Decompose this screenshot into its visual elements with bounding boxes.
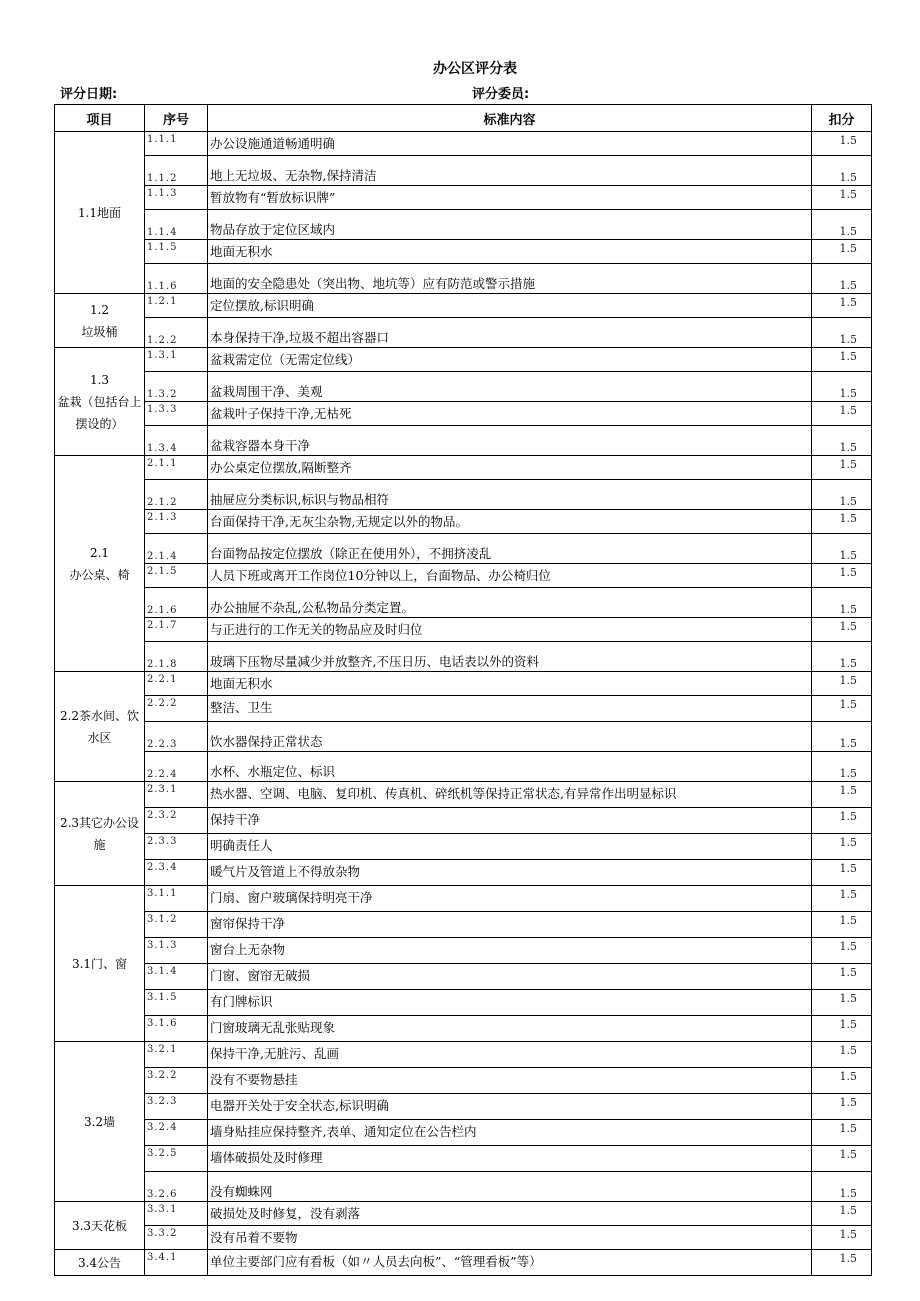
table-row bbox=[55, 348, 872, 372]
seq-cell: 1.2.2 bbox=[145, 318, 208, 348]
score-cell: 1.5 bbox=[812, 186, 872, 210]
table-row bbox=[55, 860, 872, 886]
score-cell: 1.5 bbox=[812, 938, 872, 964]
seq-cell: 3.3.1 bbox=[145, 1202, 208, 1226]
table-row bbox=[55, 752, 872, 782]
table-row bbox=[55, 132, 872, 156]
table-row bbox=[55, 264, 872, 294]
content-cell: 热水器、空调、电脑、复印机、传真机、碎纸机等保持正常状态,有异常作出明显标识 bbox=[208, 782, 812, 808]
content-cell: 单位主要部门应有看板（如〃人员去向板”、“管理看板”等） bbox=[208, 1250, 812, 1276]
score-cell: 1.5 bbox=[812, 672, 872, 696]
content-cell: 与正进行的工作无关的物品应及时归位 bbox=[208, 618, 812, 642]
score-table bbox=[54, 104, 872, 1276]
score-cell: 1.5 bbox=[812, 294, 872, 318]
content-cell: 地上无垃圾、无杂物,保持清洁 bbox=[208, 156, 812, 186]
table-row bbox=[55, 1250, 872, 1276]
score-cell: 1.5 bbox=[812, 1250, 872, 1276]
content-cell: 窗台上无杂物 bbox=[208, 938, 812, 964]
content-cell: 地面无积水 bbox=[208, 672, 812, 696]
score-cell: 1.5 bbox=[812, 834, 872, 860]
seq-cell: 2.1.5 bbox=[145, 564, 208, 588]
table-row bbox=[55, 156, 872, 186]
table-row bbox=[55, 480, 872, 510]
score-cell: 1.5 bbox=[812, 1016, 872, 1042]
seq-cell: 2.1.1 bbox=[145, 456, 208, 480]
content-cell: 玻璃下压物尽量减少并放整齐,不压日历、电话表以外的资料 bbox=[208, 642, 812, 672]
score-cell: 1.5 bbox=[812, 132, 872, 156]
table-row bbox=[55, 912, 872, 938]
content-cell: 盆栽需定位（无需定位线） bbox=[208, 348, 812, 372]
seq-cell: 3.1.1 bbox=[145, 886, 208, 912]
seq-cell: 1.3.2 bbox=[145, 372, 208, 402]
content-cell: 电器开关处于安全状态,标识明确 bbox=[208, 1094, 812, 1120]
score-cell: 1.5 bbox=[812, 912, 872, 938]
category-cell: 3.1门、窗 bbox=[55, 886, 145, 1042]
seq-cell: 2.3.2 bbox=[145, 808, 208, 834]
content-cell: 门扇、窗户玻璃保持明亮干净 bbox=[208, 886, 812, 912]
table-row bbox=[55, 990, 872, 1016]
content-cell: 盆栽周围干净、美观 bbox=[208, 372, 812, 402]
score-cell: 1.5 bbox=[812, 510, 872, 534]
table-row bbox=[55, 696, 872, 722]
seq-cell: 3.1.3 bbox=[145, 938, 208, 964]
score-cell: 1.5 bbox=[812, 1042, 872, 1068]
table-row bbox=[55, 1172, 872, 1202]
table-row bbox=[55, 1146, 872, 1172]
score-cell: 1.5 bbox=[812, 1202, 872, 1226]
score-cell: 1.5 bbox=[812, 480, 872, 510]
content-cell: 抽屉应分类标识,标识与物品相符 bbox=[208, 480, 812, 510]
category-cell: 2.1 办公桌、椅 bbox=[55, 456, 145, 672]
table-row bbox=[55, 510, 872, 534]
seq-cell: 1.1.1 bbox=[145, 132, 208, 156]
content-cell: 门窗玻璃无乱张贴现象 bbox=[208, 1016, 812, 1042]
score-cell: 1.5 bbox=[812, 1094, 872, 1120]
seq-cell: 3.4.1 bbox=[145, 1250, 208, 1276]
seq-cell: 1.3.3 bbox=[145, 402, 208, 426]
score-cell: 1.5 bbox=[812, 264, 872, 294]
rating-members-label: 评分委员: bbox=[472, 87, 530, 102]
seq-cell: 2.1.8 bbox=[145, 642, 208, 672]
score-cell: 1.5 bbox=[812, 426, 872, 456]
seq-cell: 2.2.3 bbox=[145, 722, 208, 752]
category-cell: 3.4公告 bbox=[55, 1250, 145, 1276]
header-item: 项目 bbox=[55, 105, 145, 132]
category-cell: 2.2茶水间、饮水区 bbox=[55, 672, 145, 782]
table-row bbox=[55, 1042, 872, 1068]
seq-cell: 1.1.6 bbox=[145, 264, 208, 294]
category-cell: 2.3其它办公设施 bbox=[55, 782, 145, 886]
content-cell: 没有吊着不要物 bbox=[208, 1226, 812, 1250]
score-cell: 1.5 bbox=[812, 348, 872, 372]
score-cell: 1.5 bbox=[812, 964, 872, 990]
seq-cell: 1.1.5 bbox=[145, 240, 208, 264]
content-cell: 明确责任人 bbox=[208, 834, 812, 860]
table-row bbox=[55, 210, 872, 240]
seq-cell: 2.3.4 bbox=[145, 860, 208, 886]
seq-cell: 3.3.2 bbox=[145, 1226, 208, 1250]
content-cell: 地面无积水 bbox=[208, 240, 812, 264]
content-cell: 定位摆放,标识明确 bbox=[208, 294, 812, 318]
table-row bbox=[55, 534, 872, 564]
category-cell: 3.3天花板 bbox=[55, 1202, 145, 1250]
content-cell: 饮水器保持正常状态 bbox=[208, 722, 812, 752]
score-cell: 1.5 bbox=[812, 318, 872, 348]
content-cell: 办公抽屉不杂乱,公私物品分类定置。 bbox=[208, 588, 812, 618]
seq-cell: 2.2.1 bbox=[145, 672, 208, 696]
seq-cell: 3.2.4 bbox=[145, 1120, 208, 1146]
score-cell: 1.5 bbox=[812, 886, 872, 912]
content-cell: 本身保持干净,垃圾不超出容器口 bbox=[208, 318, 812, 348]
seq-cell: 2.1.7 bbox=[145, 618, 208, 642]
score-cell: 1.5 bbox=[812, 618, 872, 642]
content-cell: 保持干净 bbox=[208, 808, 812, 834]
table-row bbox=[55, 938, 872, 964]
score-cell: 1.5 bbox=[812, 860, 872, 886]
seq-cell: 3.2.3 bbox=[145, 1094, 208, 1120]
table-body bbox=[55, 132, 872, 1276]
content-cell: 破损处及时修复，没有剥落 bbox=[208, 1202, 812, 1226]
table-row bbox=[55, 456, 872, 480]
seq-cell: 2.2.2 bbox=[145, 696, 208, 722]
seq-cell: 3.2.5 bbox=[145, 1146, 208, 1172]
score-cell: 1.5 bbox=[812, 372, 872, 402]
score-cell: 1.5 bbox=[812, 782, 872, 808]
seq-cell: 2.2.4 bbox=[145, 752, 208, 782]
score-cell: 1.5 bbox=[812, 1146, 872, 1172]
table-row bbox=[55, 1202, 872, 1226]
seq-cell: 1.1.4 bbox=[145, 210, 208, 240]
seq-cell: 3.2.6 bbox=[145, 1172, 208, 1202]
seq-cell: 2.3.3 bbox=[145, 834, 208, 860]
score-cell: 1.5 bbox=[812, 210, 872, 240]
content-cell: 整洁、卫生 bbox=[208, 696, 812, 722]
table-row bbox=[55, 294, 872, 318]
table-row bbox=[55, 808, 872, 834]
table-header-row bbox=[55, 105, 872, 132]
score-cell: 1.5 bbox=[812, 1172, 872, 1202]
seq-cell: 2.1.6 bbox=[145, 588, 208, 618]
content-cell: 物品存放于定位区域内 bbox=[208, 210, 812, 240]
header-standard: 标准内容 bbox=[208, 105, 812, 132]
seq-cell: 1.2.1 bbox=[145, 294, 208, 318]
content-cell: 暂放物有“暂放标识牌” bbox=[208, 186, 812, 210]
score-cell: 1.5 bbox=[812, 456, 872, 480]
table-row bbox=[55, 372, 872, 402]
content-cell: 台面保持干净,无灰尘杂物,无规定以外的物品。 bbox=[208, 510, 812, 534]
score-cell: 1.5 bbox=[812, 588, 872, 618]
score-cell: 1.5 bbox=[812, 564, 872, 588]
content-cell: 保持干净,无脏污、乱画 bbox=[208, 1042, 812, 1068]
header-seq: 序号 bbox=[145, 105, 208, 132]
score-cell: 1.5 bbox=[812, 752, 872, 782]
content-cell: 有门牌标识 bbox=[208, 990, 812, 1016]
category-cell: 3.2墙 bbox=[55, 1042, 145, 1202]
table-row bbox=[55, 886, 872, 912]
content-cell: 盆栽叶子保持干净,无枯死 bbox=[208, 402, 812, 426]
table-row bbox=[55, 1226, 872, 1250]
seq-cell: 3.1.5 bbox=[145, 990, 208, 1016]
table-row bbox=[55, 618, 872, 642]
score-cell: 1.5 bbox=[812, 1120, 872, 1146]
content-cell: 墙体破损处及时修理 bbox=[208, 1146, 812, 1172]
table-row bbox=[55, 1068, 872, 1094]
table-row bbox=[55, 722, 872, 752]
seq-cell: 3.2.2 bbox=[145, 1068, 208, 1094]
seq-cell: 1.1.3 bbox=[145, 186, 208, 210]
content-cell: 台面物品按定位摆放（除正在使用外），不拥挤凌乱 bbox=[208, 534, 812, 564]
score-cell: 1.5 bbox=[812, 990, 872, 1016]
content-cell: 办公桌定位摆放,隔断整齐 bbox=[208, 456, 812, 480]
content-cell: 暖气片及管道上不得放杂物 bbox=[208, 860, 812, 886]
table-row bbox=[55, 1094, 872, 1120]
score-cell: 1.5 bbox=[812, 534, 872, 564]
seq-cell: 2.1.4 bbox=[145, 534, 208, 564]
header-deduct: 扣分 bbox=[812, 105, 872, 132]
content-cell: 窗帘保持干净 bbox=[208, 912, 812, 938]
seq-cell: 1.1.2 bbox=[145, 156, 208, 186]
rating-date-label: 评分日期: bbox=[60, 87, 118, 102]
content-cell: 人员下班或离开工作岗位10分钟以上，台面物品、办公椅归位 bbox=[208, 564, 812, 588]
table-row bbox=[55, 186, 872, 210]
content-cell: 水杯、水瓶定位、标识 bbox=[208, 752, 812, 782]
category-cell: 1.3 盆栽（包括台上摆设的） bbox=[55, 348, 145, 456]
content-cell: 办公设施通道畅通明确 bbox=[208, 132, 812, 156]
score-cell: 1.5 bbox=[812, 1226, 872, 1250]
content-cell: 没有蜘蛛网 bbox=[208, 1172, 812, 1202]
content-cell: 墙身贴挂应保持整齐,表单、通知定位在公告栏内 bbox=[208, 1120, 812, 1146]
seq-cell: 3.1.4 bbox=[145, 964, 208, 990]
content-cell: 地面的安全隐患处（突出物、地坑等）应有防范或警示措施 bbox=[208, 264, 812, 294]
category-cell: 1.1地面 bbox=[55, 132, 145, 294]
content-cell: 门窗、窗帘无破损 bbox=[208, 964, 812, 990]
table-row bbox=[55, 318, 872, 348]
category-cell: 1.2 垃圾桶 bbox=[55, 294, 145, 348]
seq-cell: 3.2.1 bbox=[145, 1042, 208, 1068]
seq-cell: 3.1.6 bbox=[145, 1016, 208, 1042]
page-title: 办公区评分表 bbox=[433, 61, 517, 77]
score-cell: 1.5 bbox=[812, 156, 872, 186]
table-row bbox=[55, 240, 872, 264]
table-row bbox=[55, 564, 872, 588]
table-row bbox=[55, 588, 872, 618]
score-cell: 1.5 bbox=[812, 1068, 872, 1094]
table-row bbox=[55, 1016, 872, 1042]
table-row bbox=[55, 672, 872, 696]
score-cell: 1.5 bbox=[812, 240, 872, 264]
seq-cell: 3.1.2 bbox=[145, 912, 208, 938]
score-cell: 1.5 bbox=[812, 642, 872, 672]
table-row bbox=[55, 642, 872, 672]
score-cell: 1.5 bbox=[812, 808, 872, 834]
table-row bbox=[55, 402, 872, 426]
content-cell: 盆栽容器本身干净 bbox=[208, 426, 812, 456]
table-row bbox=[55, 1120, 872, 1146]
seq-cell: 2.1.3 bbox=[145, 510, 208, 534]
table-row bbox=[55, 964, 872, 990]
table-row bbox=[55, 834, 872, 860]
seq-cell: 1.3.1 bbox=[145, 348, 208, 372]
table-row bbox=[55, 782, 872, 808]
seq-cell: 2.1.2 bbox=[145, 480, 208, 510]
score-cell: 1.5 bbox=[812, 402, 872, 426]
score-cell: 1.5 bbox=[812, 696, 872, 722]
seq-cell: 2.3.1 bbox=[145, 782, 208, 808]
table-row bbox=[55, 426, 872, 456]
score-cell: 1.5 bbox=[812, 722, 872, 752]
content-cell: 没有不要物悬挂 bbox=[208, 1068, 812, 1094]
seq-cell: 1.3.4 bbox=[145, 426, 208, 456]
